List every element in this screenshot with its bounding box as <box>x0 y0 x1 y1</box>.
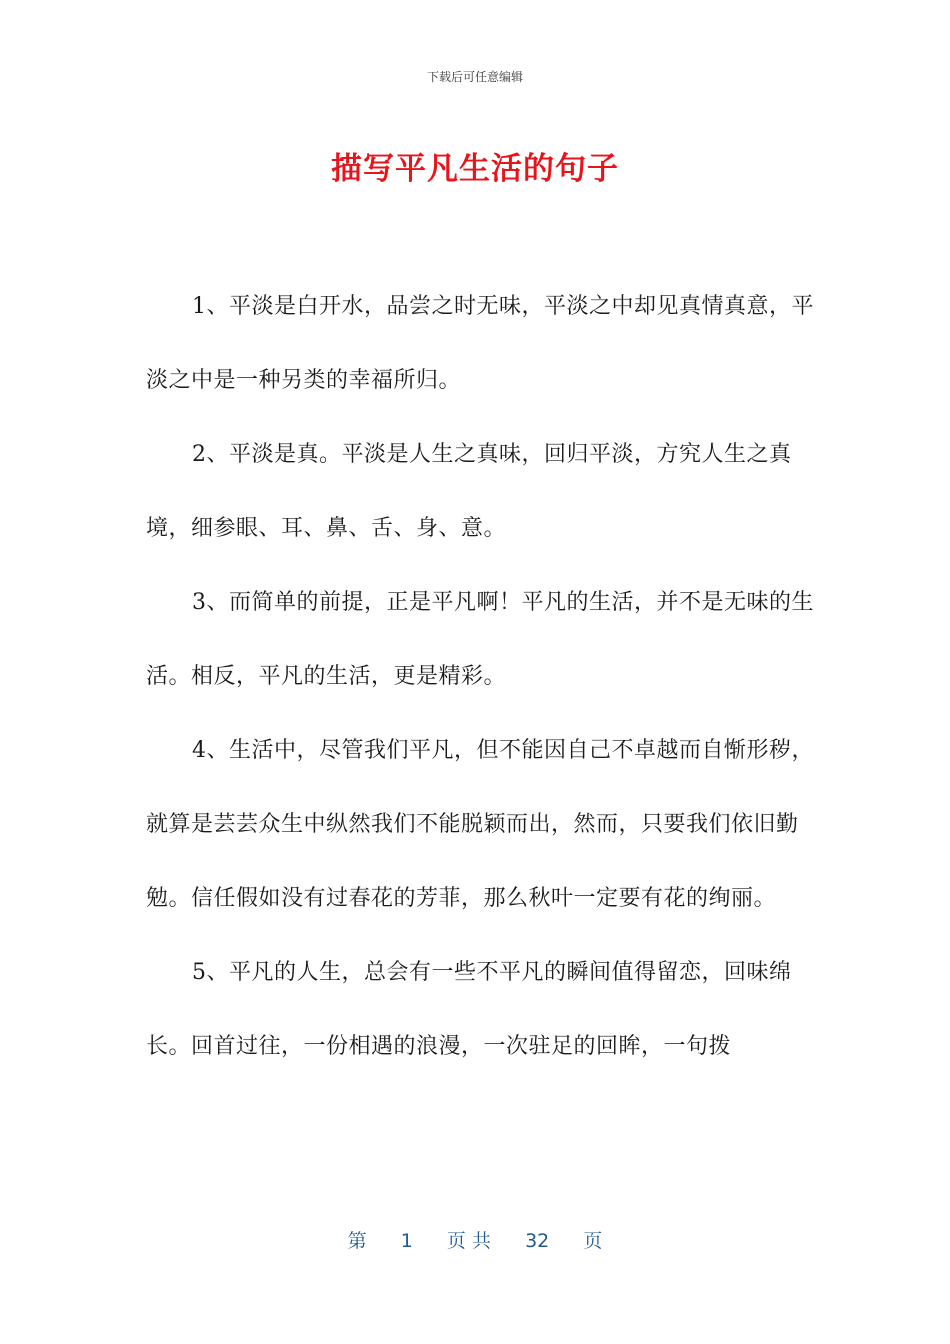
footer-prefix: 第 <box>347 1230 367 1252</box>
footer-suffix: 页 <box>583 1230 603 1252</box>
paragraph-4: 4、生活中，尽管我们平凡，但不能因自己不卓越而自惭形秽，就算是芸芸众生中纵然我们不能脱颖而出，然而，只要我们依旧勤勉。信任假如没有过春花的芳菲，那么秋叶一定要有花的绚丽。 <box>146 738 814 911</box>
footer-page-number: 1 <box>400 1230 413 1252</box>
paragraph-2: 2、平淡是真。平淡是人生之真味，回归平淡，方究人生之真境，细参眼、耳、鼻、舌、身、意。 <box>146 442 792 541</box>
document-body <box>146 270 816 1084</box>
page-footer <box>0 1226 950 1253</box>
header-note: 下载后可任意编辑 <box>426 70 523 84</box>
paragraph-5: 5、平凡的人生，总会有一些不平凡的瞬间值得留恋，回味绵长。回首过往，一份相遇的浪漫，一次驻足的回眸，一句拨 <box>146 960 792 1059</box>
paragraph-3: 3、而简单的前提，正是平凡啊！平凡的生活，并不是无味的生活。相反，平凡的生活，更是精彩。 <box>146 590 814 689</box>
paragraph-1: 1、平淡是白开水，品尝之时无味，平淡之中却见真情真意，平淡之中是一种另类的幸福所归。 <box>146 294 814 393</box>
document-title: 描写平凡生活的句子 <box>331 151 619 187</box>
footer-middle: 页 共 <box>446 1230 491 1252</box>
footer-total-pages: 32 <box>525 1230 550 1252</box>
